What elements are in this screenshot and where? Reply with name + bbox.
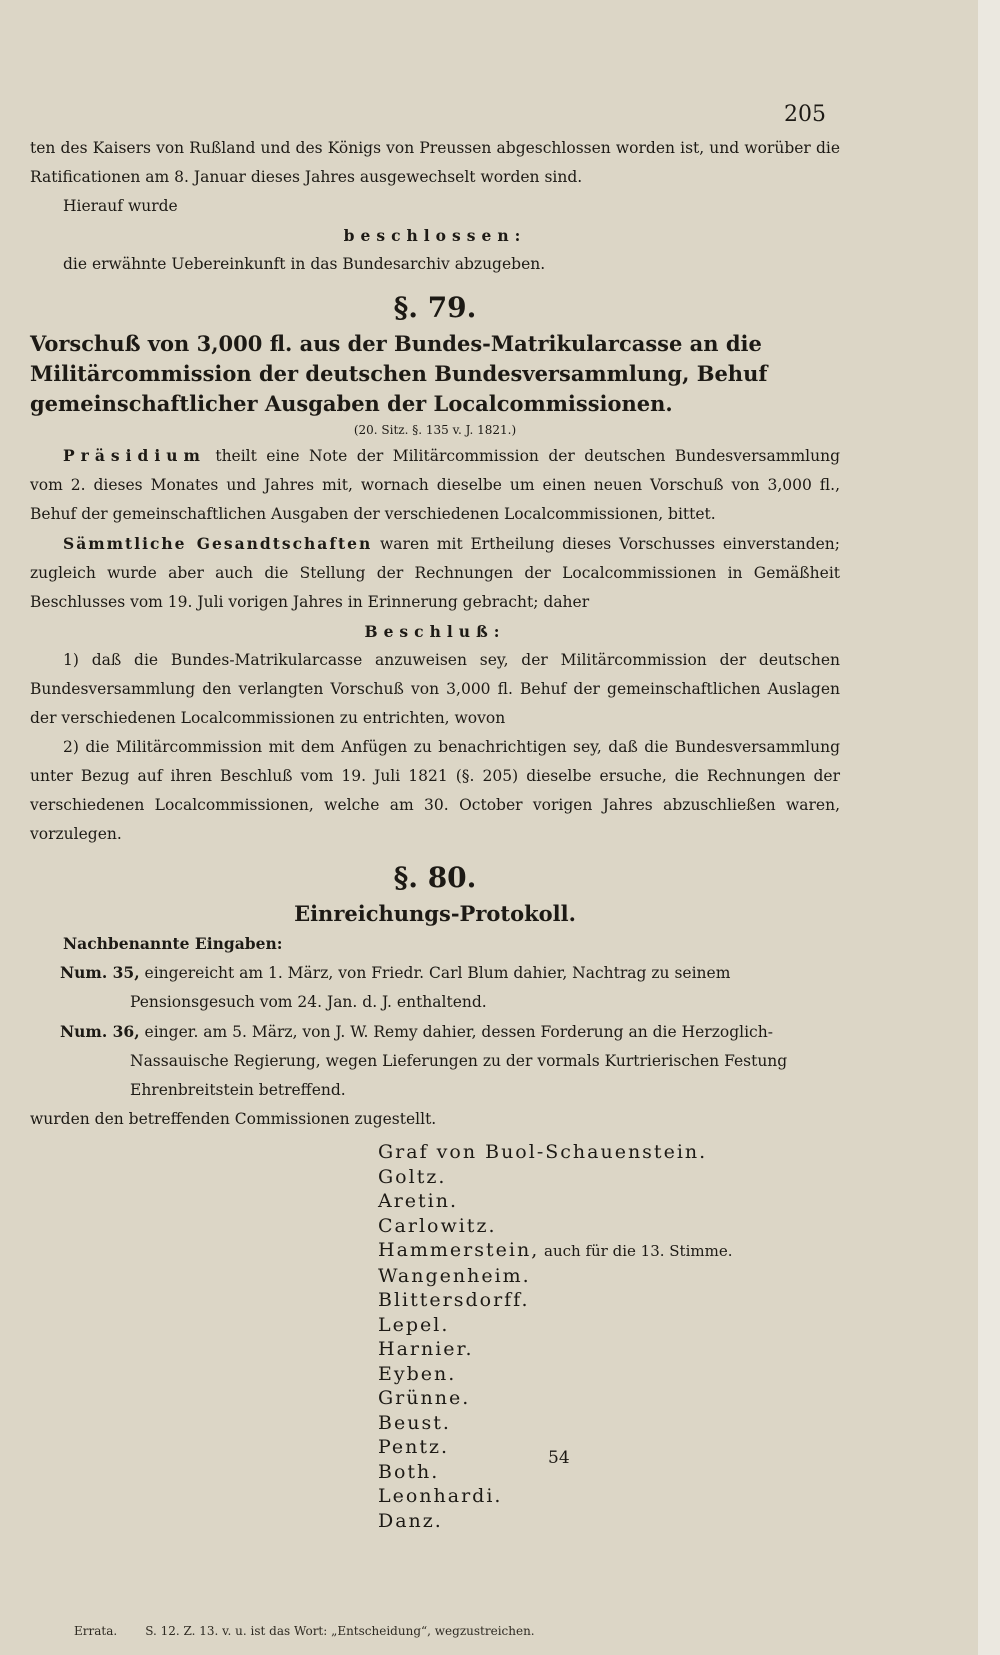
resolution-item-1: 1) daß die Bundes-Matrikularcasse anzuweisen sey, der Militärcommission der deutschen Bundesversammlung den verlangten Vorschuß von 3,000 fl. Behuf der gemeinschaftlichen Auslagen der verschiedenen Localcommissionen zu entrichten, wovon — [30, 651, 840, 727]
signature-line — [378, 1386, 840, 1411]
signature-line — [378, 1435, 840, 1460]
entry-36-number: Num. 36, — [60, 1022, 140, 1041]
scan-edge — [978, 0, 1000, 1655]
signature-name: Goltz. — [378, 1165, 447, 1188]
resolution-text: die erwähnte Uebereinkunft in das Bundesarchiv abzugeben. — [63, 255, 546, 273]
signature-name: Aretin. — [378, 1190, 459, 1212]
signature-name: Beust. — [378, 1411, 451, 1434]
page-number: 205 — [784, 102, 826, 127]
signature-name: Harnier. — [378, 1338, 474, 1360]
signature-line — [378, 1337, 840, 1362]
signature-name: Hammerstein, — [378, 1239, 540, 1261]
signature-name: Wangenheim. — [378, 1264, 531, 1287]
entry-35-number: Num. 35, — [60, 963, 140, 982]
signature-name: Grünne. — [378, 1387, 471, 1409]
section-79-number: §. 79. — [393, 291, 477, 324]
beschluss-heading: Beschluß: — [364, 622, 506, 641]
signature-line — [378, 1140, 840, 1165]
signature-name: Eyben. — [378, 1362, 457, 1385]
entry-35-text: eingereicht am 1. März, von Friedr. Carl Blum dahier, Nachtrag zu seinem Pensionsgesuch vom 24. Jan. d. J. enthaltend. — [130, 964, 731, 1011]
errata-label: Errata. — [74, 1624, 118, 1638]
signature-line — [378, 1165, 840, 1190]
paragraph-2-text: waren mit Ertheilung dieses Vorschusses einverstanden; zugleich wurde aber auch die Stellung der Rechnungen der Localcommissionen in Gemäßheit Beschlusses vom 19. Juli vorigen Jahres in Erinnerung gebracht; daher — [30, 535, 840, 611]
signature-line — [378, 1238, 840, 1264]
signature-list — [378, 1140, 840, 1533]
signature-name: Both. — [378, 1460, 440, 1483]
signature-line — [378, 1214, 840, 1239]
signature-name: Graf von Buol-Schauenstein. — [378, 1141, 708, 1163]
section-79-citation: (20. Sitz. §. 135 v. J. 1821.) — [353, 423, 517, 437]
praesidium-lead: Präsidium — [63, 446, 206, 465]
hierauf-line: Hierauf wurde — [63, 197, 178, 215]
section-79-paragraph-2 — [30, 529, 840, 617]
entry-num-35 — [30, 958, 840, 1017]
signature-line — [378, 1264, 840, 1289]
resolution-item-2: 2) die Militärcommission mit dem Anfügen zu benachrichtigen sey, daß die Bundesversammlung unter Bezug auf ihren Beschluß vom 19. Juli 1821 (§. 205) dieselbe ersuche, die Rechnungen der verschiedenen Localcommissionen, welche am 30. October vorigen Jahres abzuschließen waren, vorzulegen. — [30, 738, 840, 843]
paragraph-1-text: theilt eine Note der Militärcommission der deutschen Bundesversammlung vom 2. dieses Monates und Jahres mit, wornach dieselbe um einen neuen Vorschuß von 3,000 fl., Behuf der gemeinschaftlichen Ausgaben der verschiedenen Localcommissionen, bittet. — [30, 447, 840, 523]
signature-name: Carlowitz. — [378, 1214, 497, 1237]
signature-name: Lepel. — [378, 1313, 450, 1336]
signature-name: Blittersdorff. — [378, 1289, 530, 1311]
signature-line — [378, 1509, 840, 1534]
entry-36-text: einger. am 5. März, von J. W. Remy dahier, dessen Forderung an die Herzoglich-Nassauische Regierung, wegen Lieferungen zu der vormals Kurtrierischen Festung Ehrenbreitstein betreffend. — [130, 1023, 788, 1099]
signature-line — [378, 1362, 840, 1387]
signature-line — [378, 1484, 840, 1509]
section-80-outro: wurden den betreffenden Commissionen zugestellt. — [30, 1110, 437, 1128]
signature-name: Danz. — [378, 1509, 443, 1532]
gesandtschaften-lead: Sämmtliche Gesandtschaften — [63, 534, 373, 553]
entry-num-36 — [30, 1017, 840, 1105]
section-80-number: §. 80. — [393, 861, 477, 894]
errata-note — [74, 1624, 535, 1638]
section-80-title: Einreichungs-Protokoll. — [294, 901, 576, 926]
signature-line — [378, 1313, 840, 1338]
continuation-paragraph: ten des Kaisers von Rußland und des Königs von Preussen abgeschlossen worden ist, und worüber die Ratificationen am 8. Januar dieses Jahres ausgewechselt worden sind. — [30, 139, 840, 186]
section-79-title: Vorschuß von 3,000 fl. aus der Bundes-Matrikularcasse an die Militärcommission der deutschen Bundesversammlung, Behuf gemeinschaftlicher Ausgaben der Localcommissionen. — [30, 331, 768, 416]
signature-note: auch für die 13. Stimme. — [539, 1242, 733, 1260]
signature-line — [378, 1460, 840, 1485]
beschlossen-heading: beschlossen: — [343, 226, 527, 245]
section-80-intro: Nachbenannte Eingaben: — [63, 934, 283, 953]
sheet-number: 54 — [548, 1448, 570, 1468]
page-content — [30, 100, 840, 1533]
signature-line — [378, 1189, 840, 1214]
signature-name: Pentz. — [378, 1436, 450, 1458]
signature-line — [378, 1288, 840, 1313]
signature-line — [378, 1411, 840, 1436]
errata-text: S. 12. Z. 13. v. u. ist das Wort: „Entscheidung“, wegzustreichen. — [145, 1624, 535, 1638]
signature-name: Leonhardi. — [378, 1485, 503, 1507]
section-79-paragraph-1 — [30, 441, 840, 529]
